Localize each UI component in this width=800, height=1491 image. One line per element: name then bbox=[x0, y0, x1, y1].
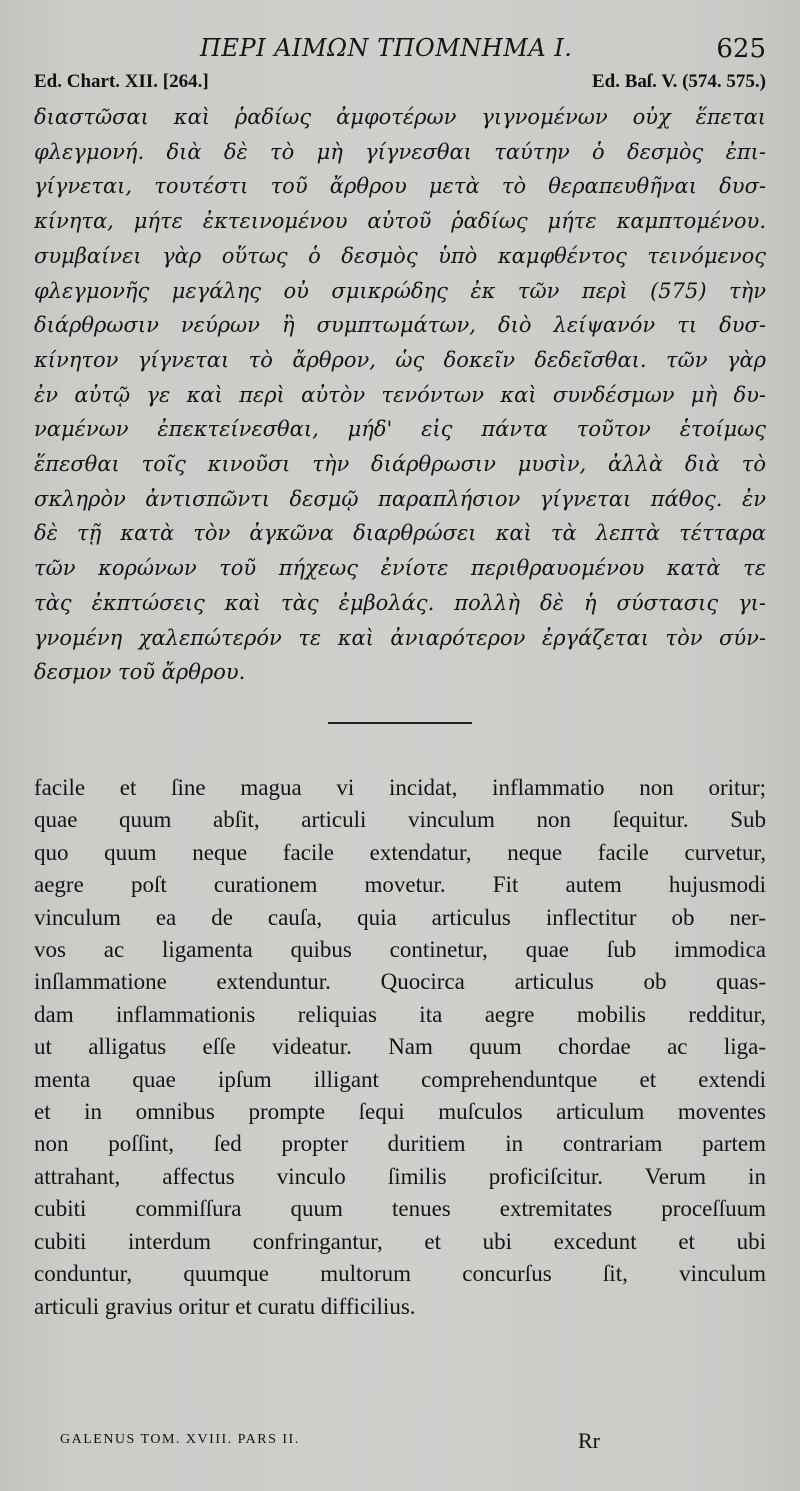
section-divider bbox=[328, 722, 472, 724]
footer-signature-mark: Rr bbox=[578, 1428, 600, 1453]
page-number: 625 bbox=[716, 34, 766, 64]
latin-text-line: menta quae ipſum illigant comprehenduntque et extendi bbox=[34, 1066, 766, 1092]
greek-text-line: τὰς ἐκπτώσεις καὶ τὰς ἐμβολάς. πολλὴ δὲ ἡ σύστασις γι- bbox=[34, 590, 766, 615]
latin-text-line: articuli gravius oritur et curatu difficilius. bbox=[34, 1293, 416, 1319]
latin-text-block bbox=[34, 772, 766, 1323]
latin-text-line: quo quum neque facile extendatur, neque facile curvetur, bbox=[34, 839, 766, 865]
running-title: ΠΕΡΙ ΑΙΜΩΝ ΤΠΟΜΝΗΜΑ Ι. bbox=[200, 34, 573, 62]
greek-text-line: ναμένων ἐπεκτείνεσθαι, μήδ' εἰς πάντα τοῦτον ἑτοίμως bbox=[34, 417, 766, 442]
greek-text-line: ἕπεσθαι τοῖς κινοῦσι τὴν διάρθρωσιν μυσὶν, ἀλλὰ διὰ τὸ bbox=[34, 452, 766, 477]
latin-text-line: facile et ſine magua vi incidat, inflammatio non oritur; bbox=[34, 775, 766, 800]
greek-text-line: τῶν κορώνων τοῦ πήχεως ἐνίοτε περιθραυομένου κατὰ τε bbox=[34, 556, 766, 581]
greek-text-line: ἐν αὐτῷ γε καὶ περὶ αὐτὸν τενόντων καὶ συνδέσμων μὴ δυ- bbox=[34, 382, 766, 407]
latin-text-line: vinculum ea de cauſa, quia articulus inflectitur ob ner- bbox=[34, 904, 766, 930]
greek-text-block bbox=[34, 100, 766, 690]
footer-signature: GALENUS TOM. XVIII. PARS II. bbox=[60, 1432, 300, 1447]
greek-text-line: κίνητα, μήτε ἐκτεινομένου αὐτοῦ ῥαδίως μήτε καμπτομένου. bbox=[34, 209, 766, 234]
greek-text-line: σκληρὸν ἀντισπῶντι δεσμῷ παραπλήσιον γίγνεται πάθος. ἐν bbox=[34, 486, 766, 511]
edition-reference-basel: Ed. Baſ. V. (574. 575.) bbox=[591, 71, 766, 92]
latin-text-line: inſlammatione extenduntur. Quocirca articulus ob quas- bbox=[34, 969, 766, 995]
latin-text-line: cubiti interdum confringantur, et ubi excedunt et ubi bbox=[34, 1228, 766, 1254]
greek-text-line: γνομένη χαλεπώτερόν τε καὶ ἀνιαρότερον ἐργάζεται τὸν σύν- bbox=[34, 625, 766, 650]
greek-text-line: διαστῶσαι καὶ ῥαδίως ἀμφοτέρων γιγνομένων οὐχ ἕπεται bbox=[34, 105, 766, 129]
greek-text-line: συμβαίνει γὰρ οὕτως ὁ δεσμὸς ὑπὸ καμφθέντος τεινόμενος bbox=[34, 243, 766, 268]
greek-text-line: γίγνεται, τουτέστι τοῦ ἄρθρου μετὰ τὸ θεραπευθῆναι δυσ- bbox=[34, 174, 766, 199]
greek-text-line: δεσμον τοῦ ἄρθρου. bbox=[34, 660, 246, 685]
greek-text-line: δὲ τῇ κατὰ τὸν ἀγκῶνα διαρθρώσει καὶ τὰ λεπτὰ τέτταρα bbox=[34, 521, 766, 546]
latin-text-line: ut alligatus eſſe videatur. Nam quum chordae ac liga- bbox=[34, 1034, 766, 1060]
latin-text-line: cubiti commiſſura quum tenues extremitates proceſſuum bbox=[34, 1196, 766, 1222]
latin-text-line: aegre poſt curationem movetur. Fit autem hujusmodi bbox=[34, 872, 766, 898]
greek-text-line: φλεγμονή. διὰ δὲ τὸ μὴ γίγνεσθαι ταύτην ὁ δεσμὸς ἐπι- bbox=[34, 139, 766, 164]
latin-text-line: non poſſint, ſed propter duritiem in contrariam partem bbox=[34, 1131, 766, 1157]
latin-text-line: vos ac ligamenta quibus continetur, quae ſub immodica bbox=[34, 937, 766, 963]
greek-text-line: διάρθρωσιν νεύρων ἢ συμπτωμάτων, διὸ λείψανόν τι δυσ- bbox=[34, 313, 766, 338]
latin-text-line: quae quum abſit, articuli vinculum non ſequitur. Sub bbox=[34, 807, 766, 833]
greek-text-line: φλεγμονῆς μεγάλης οὐ σμικρώδης ἐκ τῶν περὶ (575) τὴν bbox=[34, 278, 766, 303]
latin-text-line: conduntur, quumque multorum concurſus ſit, vinculum bbox=[34, 1261, 766, 1287]
edition-reference-chartier: Ed. Chart. XII. [264.] bbox=[34, 71, 209, 92]
greek-text-line: κίνητον γίγνεται τὸ ἄρθρον, ὡς δοκεῖν δεδεῖσθαι. τῶν γὰρ bbox=[34, 347, 766, 372]
latin-text-line: attrahant, affectus vinculo ſimilis proficiſcitur. Verum in bbox=[34, 1163, 766, 1189]
latin-text-line: et in omnibus prompte ſequi muſculos articulum moventes bbox=[34, 1099, 766, 1125]
latin-text-line: dam inflammationis reliquias ita aegre mobilis redditur, bbox=[34, 1001, 766, 1027]
